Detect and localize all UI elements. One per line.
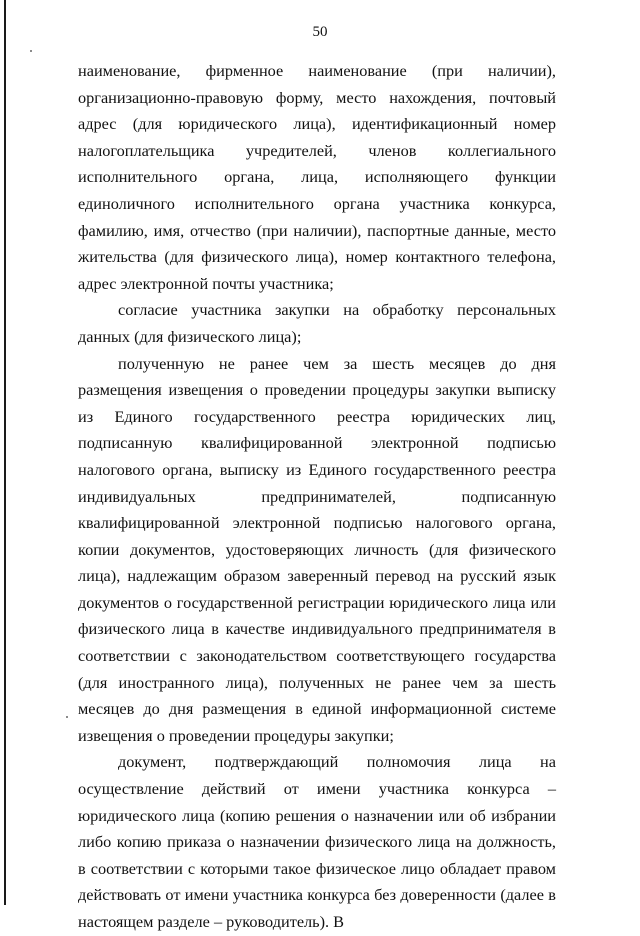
page-number: 50 [312,24,328,40]
paragraph-name-details: наименование, фирменное наименование (при наличии), организационно-правовую форму, место нахождения, почтовый адрес (для юридического лица), идентификационный номер налогоплательщика учредителей, членов коллегиального исполнительного органа, лица, исполняющего функции единоличного исполнительного органа участника конкурса, фамилию, имя, отчество (при наличии), паспортные данные, место жительства (для физического лица), номер контактного телефона, адрес электронной почты участника; [78,61,556,293]
document-body [78,58,556,936]
paragraph-registry-extract: полученную не ранее чем за шесть месяцев до дня размещения извещения о проведении процедуры закупки выписку из Единого государственного реестра юридических лиц, подписанную квалифицированной электронной подписью налогового органа, выписку из Единого государственного реестра индивидуальных предпринимателей, подписанную квалифицированной электронной подписью налогового органа, копии документов, удостоверяющих личность (для физического лица), надлежащим образом заверенный перевод на русский язык документов о государственной регистрации юридического лица или физического лица в качестве индивидуального предпринимателя в соответствии с законодательством соответствующего государства (для иностранного лица), полученных не ранее чем за шесть месяцев до дня размещения в единой информационной системе извещения о проведении процедуры закупки; [78,353,556,745]
paragraph-authority-document: документ, подтверждающий полномочия лица на осуществление действий от имени участника конкурса – юридического лица (копию решения о назначении или об избрании либо копию приказа о назначении физического лица на должность, в соответствии с которыми такое физическое лицо обладает правом действовать от имени участника конкурса без доверенности (далее в настоящем разделе – руководитель). В [78,752,556,931]
paragraph-personal-data-consent: согласие участника закупки на обработку персональных данных (для физического лица); [78,300,556,346]
scan-speck [66,716,68,718]
scan-speck [30,50,32,52]
scan-border-line [4,0,6,905]
